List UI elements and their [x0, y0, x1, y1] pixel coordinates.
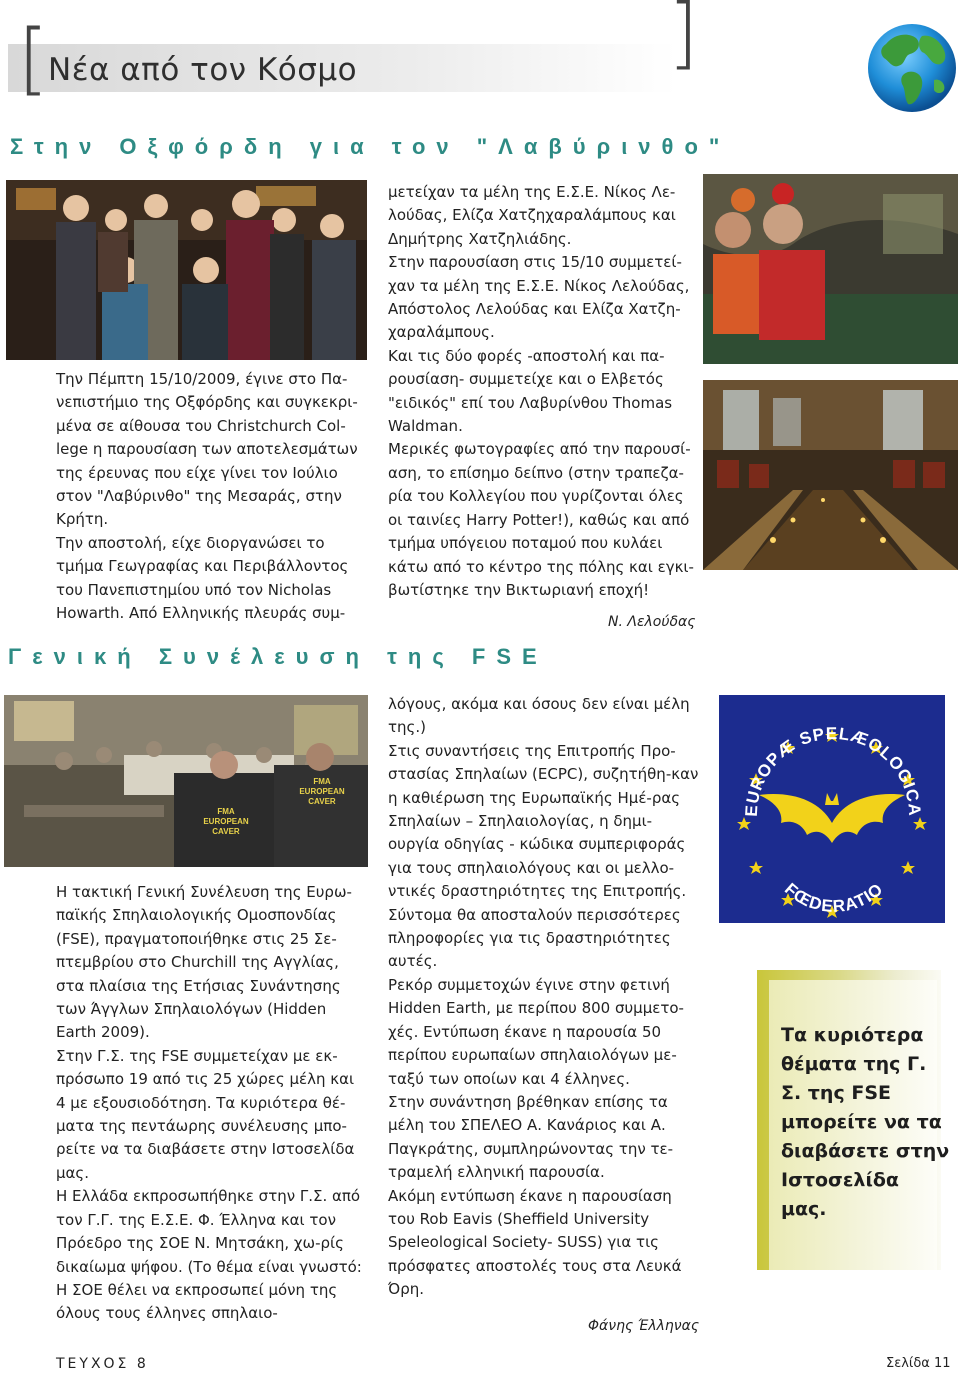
photo-group-oxford — [6, 180, 367, 360]
fse-text-right — [388, 693, 700, 1302]
photo-fse-meeting — [4, 695, 368, 867]
svg-text:FŒDERATIO — [781, 879, 887, 916]
fse-left-paragraph: Η τακτική Γενική Συνέλευση της Ευρω-παϊκής Σπηλαιολογικής Ομοσπονδίας (FSE), πραγματοποιήθηκε στις 25 Σε-πτεμβρίου στο Churchill της Αγγλίας, στα πλαίσια της Ετήσιας Συνάντησης των Άγγλων Σπηλαιολόγων (Hidden Earth 2009). — [56, 883, 352, 1042]
page-title: Νέα από τον Κόσμο — [48, 52, 358, 88]
footer-issue: ΤΕΥΧΟΣ 8 — [56, 1356, 149, 1372]
oxford-left-paragraph: Την αποστολή, είχε διοργανώσει το τμήμα Γεωγραφίας και Περιβάλλοντος του Πανεπιστημίου υπό τον Nicholas Howarth. Από Ελληνικής πλευράς συμ- — [56, 533, 349, 623]
oxford-right-paragraph: Μερικές φωτογραφίες από την παρουσί-αση, το επίσημο δείπνο (στην τραπεζα-ρία του Κολλεγίου που γυρίζονται όλες οι ταινίες Harry Potter!), καθώς και από τμήμα υπόγειου ποταμού που κυλάει κάτω από το κέντρο της πόλης και εγκι-βωτίστηκε την Βικτωριανή εποχή! — [388, 440, 694, 599]
logo-text-bottom: FŒDERATIO — [781, 879, 887, 916]
oxford-right-paragraph: Στην παρουσίαση στις 15/10 συμμετεί-χαν τα μέλη της Ε.Σ.Ε. Νίκος Λελούδας, Απόστολος Λελούδας και Ελίζα Χατζη-χαραλάμπους. — [388, 253, 690, 342]
header-bracket-left: [ — [18, 14, 49, 104]
oxford-signature: Ν. Λελούδας — [608, 614, 696, 630]
oxford-text-right — [388, 181, 700, 602]
section-heading-oxford: Στην Οξφόρδη για τον "Λαβύρινθο" — [10, 134, 731, 159]
shirt-print-right: FMA EUROPEAN CAVER — [299, 777, 345, 806]
fse-text-left — [56, 881, 368, 1326]
fse-right-paragraph: Στις συναντήσεις της Επιτροπής Προ-στασίας Σπηλαίων (ECPC), συζητήθη-καν η καθιέρωση της Ευρωπαϊκής Ημέ-ρας Σπηλαίων – Σπηλαιολογίας, η δημι-ουργία οδηγίας - κώδικα συμπεριφοράς για τους σπηλαιολόγους και οι μελλο-ντικές δραστηριότητες της Επιτροπής. — [388, 741, 699, 901]
shirt-print-left: FMA EUROPEAN CAVER — [203, 807, 249, 836]
fse-logo-emblem — [719, 695, 945, 923]
fse-signature: Φάνης Έλληνας — [588, 1318, 700, 1334]
oxford-text-left — [56, 368, 366, 625]
footer-page-number: Σελίδα 11 — [886, 1356, 951, 1371]
fse-right-paragraph: Ρεκόρ συμμετοχών έγινε στην φετινή Hidden Earth, με περίπου 800 συμμετο-χές. Εντύπωση έκανε η παρουσία 50 περίπου ευρωπαίων σπηλαιολόγων με-ταξύ των οποίων και 4 έλληνες. — [388, 975, 684, 1088]
header-bracket-right: ] — [668, 0, 699, 78]
oxford-right-paragraph: μετείχαν τα μέλη της Ε.Σ.Ε. Νίκος Λε-λούδας, Ελίζα Χατζηχαραλάμπους και Δημήτρης Χατζηλιάδης. — [388, 183, 676, 248]
photo-cave-river — [703, 174, 958, 364]
callout-text: Τα κυριότερα θέματα της Γ. Σ. της FSE μπορείτε να τα διαβάσετε στην Ιστοσελίδα μας. — [781, 1024, 950, 1220]
globe-icon — [864, 14, 958, 114]
section-heading-fse: Γενική Συνέλευση της FSE — [8, 644, 548, 669]
fse-right-paragraph: λόγους, ακόμα και όσους δεν είναι μέλη της.) — [388, 695, 690, 737]
fse-right-paragraph: Σύντομα θα αποσταλούν περισσότερες πληροφορίες για τις δραστηριότητες αυτές. — [388, 905, 681, 971]
fse-left-paragraph: Η Ελλάδα εκπροσωπήθηκε στην Γ.Σ. από τον Γ.Γ. της Ε.Σ.Ε. Φ. Έλληνα και τον Πρόεδρο της ΣΟΕ Ν. Μητσάκη, χω-ρίς δικαίωμα ψήφου. (Το θέμα είναι γνωστό: Η ΣΟΕ θέλει να εκπροσωπεί μόνη της όλους τους έλληνες σπηλαιο- — [56, 1187, 362, 1323]
fse-left-paragraph: Στην Γ.Σ. της FSE συμμετείχαν με εκ-πρόσωπο 19 από τις 25 χώρες μέλη και 4 με εξουσιοδότηση. Τα κυριότερα θέ-ματα της πεντάωρης συνέλευσης μπο-ρείτε να τα διαβάσετε στην Ιστοσελίδα μας. — [56, 1046, 355, 1182]
oxford-left-paragraph: Την Πέμπτη 15/10/2009, έγινε στο Πα-νεπιστήμιο της Οξφόρδης και συγκεκρι-μένα σε αίθουσα του Christchurch Col-lege η παρουσίαση των αποτελεσμάτων της έρευνας που είχε γίνει τον Ιούλιο στον "Λαβύρινθο" της Μεσαράς, στην Κρήτη. — [56, 370, 358, 529]
fse-logo — [719, 695, 945, 923]
fse-right-paragraph: Στην συνάντηση βρέθηκαν επίσης τα μέλη του ΣΠΕΛΕΟ Α. Κανάριος και Α. Παγκράτης, συμπληρώνοντας την τε-τραμελή ελληνική παρουσία. — [388, 1092, 674, 1182]
fse-right-paragraph: Ακόμη εντύπωση έκανε η παρουσίαση του Rob Eavis (Sheffield University Speleological Society- SUSS) για τις πρόσφατες αποστολές τους στα Λευκά Όρη. — [388, 1186, 682, 1299]
logo-text-top: EUROPÆ SPELÆOLOGICA — [741, 723, 925, 818]
photo-dining-hall — [703, 380, 958, 570]
oxford-right-paragraph: Και τις δύο φορές -αποστολή και πα-ρουσίαση- συμμετείχε και ο Ελβετός "ειδικός" επί του Λαβυρίνθου Thomas Waldman. — [388, 346, 673, 436]
